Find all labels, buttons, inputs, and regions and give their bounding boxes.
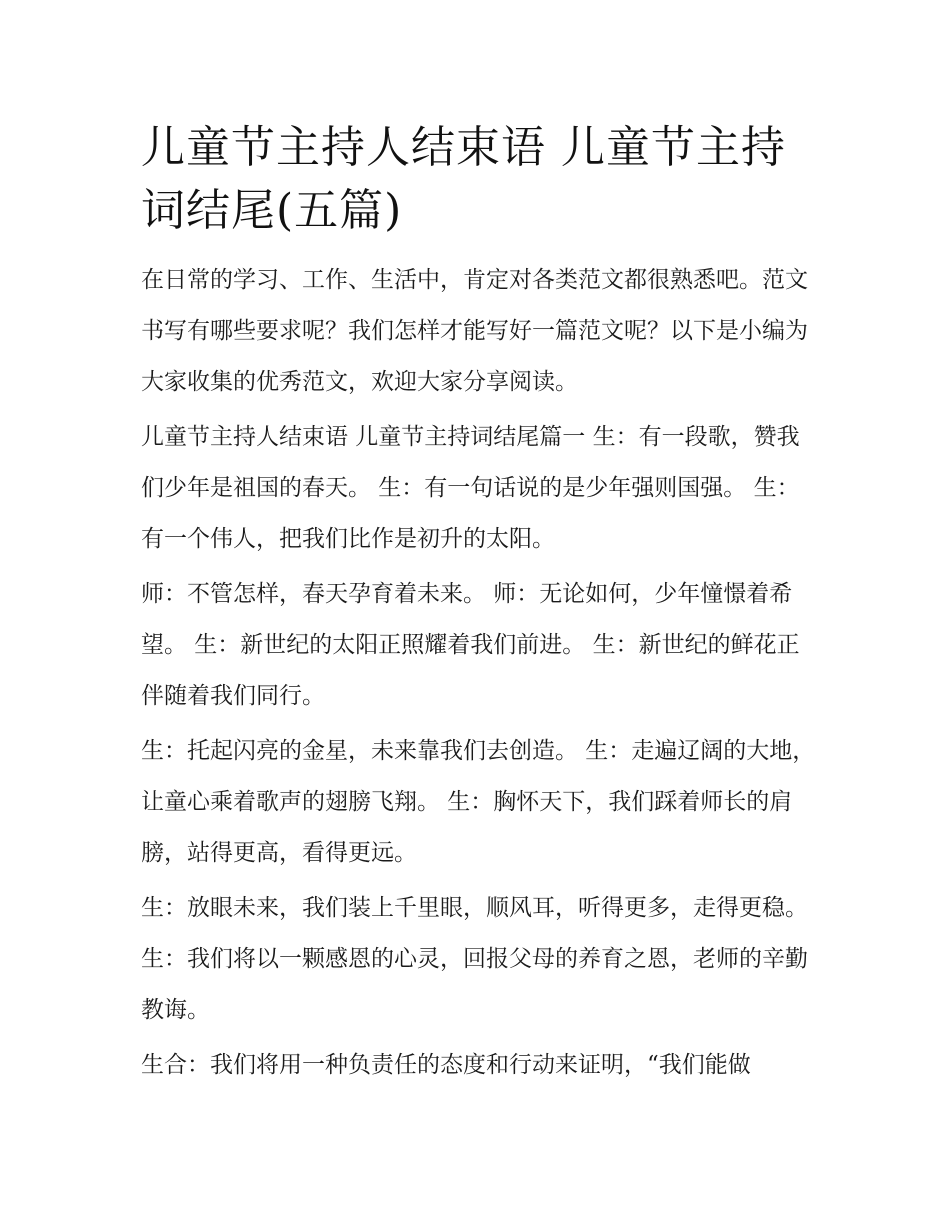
paragraph: 生：托起闪亮的金星，未来靠我们去创造。 生：走遍辽阔的大地，让童心乘着歌声的翅膀飞翔。 生：胸怀天下，我们踩着师长的肩膀，站得更高，看得更远。 (141, 738, 816, 866)
document-content (141, 116, 821, 1095)
document-title: 儿童节主持人结束语 儿童节主持词结尾(五篇) (141, 122, 786, 236)
paragraph: 生合：我们将用一种负责任的态度和行动来证明，“我们能做 (141, 1052, 751, 1078)
paragraph: 生：放眼未来，我们装上千里眼，顺风耳，听得更多，走得更稳。 生：我们将以一颗感恩的心灵，回报父母的养育之恩，老师的辛勤教诲。 (141, 895, 816, 1023)
paragraph: 儿童节主持人结束语 儿童节主持词结尾篇一 生：有一段歌，赞我们少年是祖国的春天。 生：有一句话说的是少年强则国强。 生：有一个伟人，把我们比作是初升的太阳。 (141, 424, 800, 552)
document-body (141, 255, 821, 1091)
paragraph-intro: 在日常的学习、工作、生活中，肯定对各类范文都很熟悉吧。范文书写有哪些要求呢？我们怎样才能写好一篇范文呢？以下是小编为大家收集的优秀范文，欢迎大家分享阅读。 (141, 267, 808, 395)
paragraph: 师：不管怎样，春天孕育着未来。 师：无论如何，少年憧憬着希望。 生：新世纪的太阳正照耀着我们前进。 生：新世纪的鲜花正伴随着我们同行。 (141, 581, 800, 709)
